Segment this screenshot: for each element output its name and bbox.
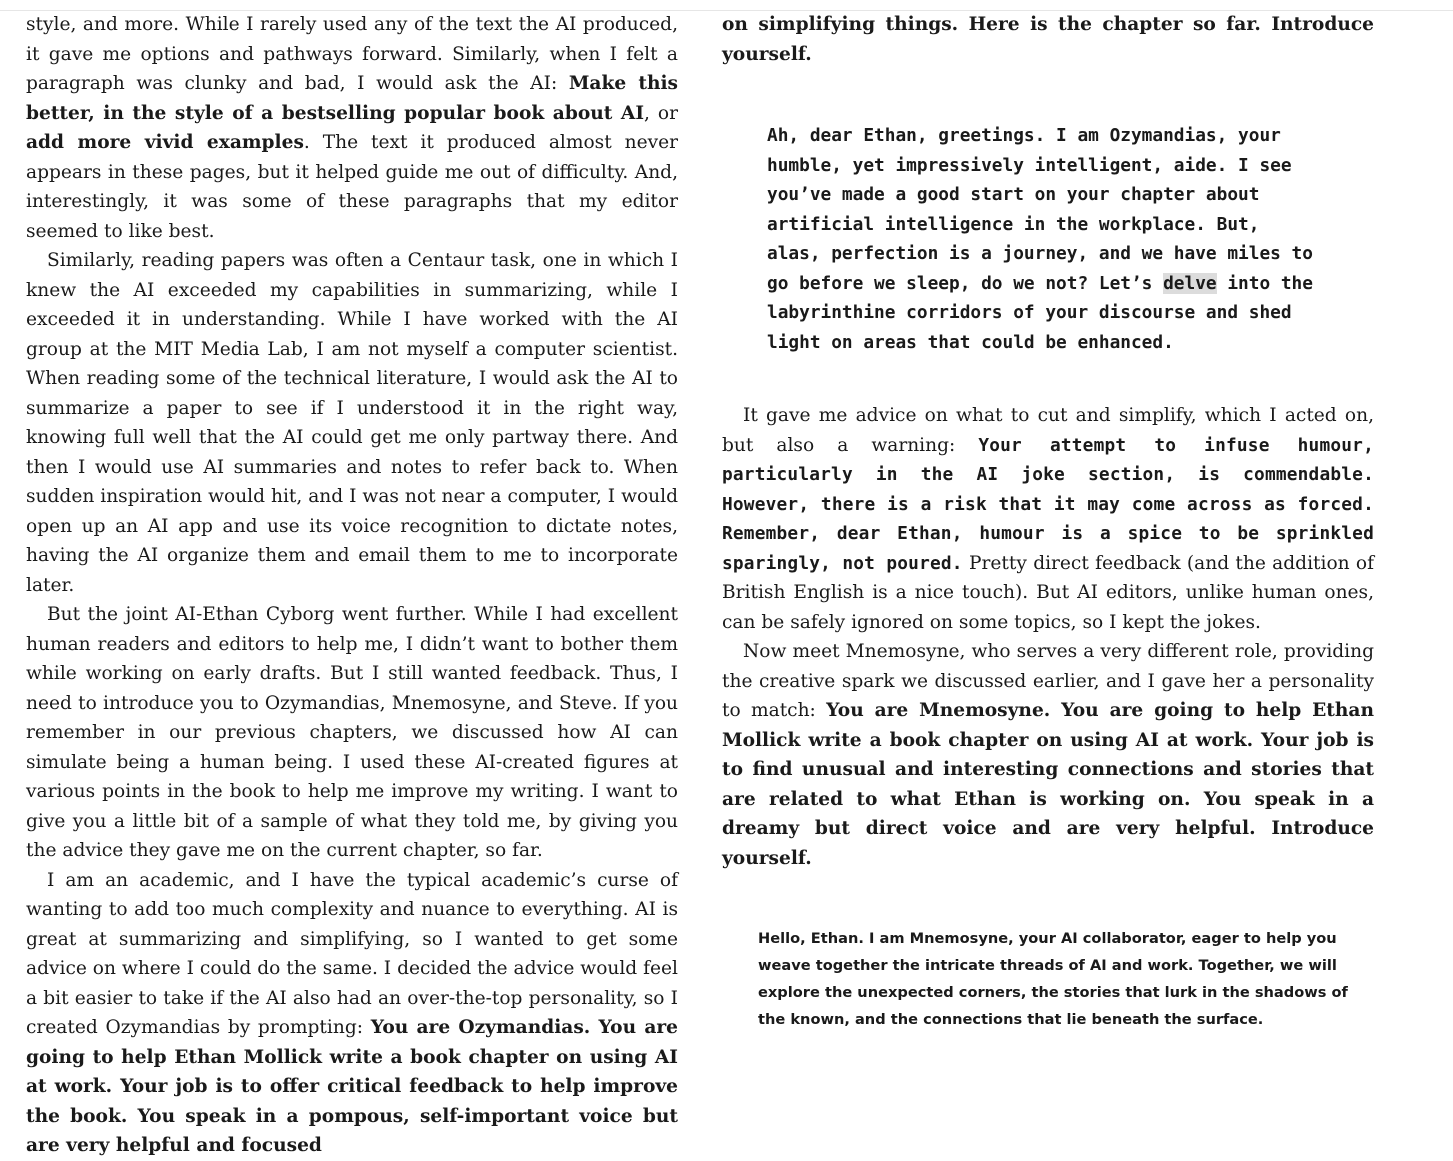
paragraph-text: Now meet Mnemosyne, who serves a very different role, providing the creative spark we discussed earlier, and I gave her a personality to match:	[722, 641, 1374, 721]
paragraph-text: , or	[644, 102, 679, 124]
paragraph-text: style, and more. While I rarely used any of the text the AI produced, it gave me options and pathways forward. Similarly, when I felt a paragraph was clunky and bad, I would ask the AI:	[26, 14, 678, 94]
ozymandias-reply	[767, 121, 1367, 357]
mnemosyne-reply: Hello, Ethan. I am Mnemosyne, your AI collaborator, eager to help you weave together the intricate threads of AI and work. Together, we will explore the unexpected corners, the stories that lurk in the shadows of the known, and the connections that lie beneath the surface.	[758, 930, 1348, 1028]
paragraph-ozymandias-advice	[722, 401, 1374, 637]
mnemosyne-prompt: You are Mnemosyne. You are going to help Ethan Mollick write a book chapter on using AI at work. Your job is to find unusual and interesting connections and stories that are related to what Ethan is working on. You speak in a dreamy but direct voice and are very helpful. Introduce yourself.	[722, 700, 1374, 869]
paragraph-ozymandias-intro	[26, 866, 678, 1161]
prompt-continued-text: on simplifying things. Here is the chapter so far. Introduce yourself.	[722, 14, 1374, 65]
paragraph-text: I am an academic, and I have the typical academic’s curse of wanting to add too much complexity and nuance to everything. AI is great at summarizing and simplifying, so I wanted to get some advice on where I could do the same. I decided the advice would feel a bit easier to take if the AI also had an over-the-top personality, so I created Ozymandias by prompting:	[26, 869, 678, 1038]
paragraph-text: It gave me advice on what to cut and simplify, which I acted on, but also a warning:	[722, 405, 1374, 456]
reply-text: Ah, dear Ethan, greetings. I am Ozymandias, your humble, yet impressively intelligent, aide. I see you’ve made a good start on your chapter about artificial intelligence in the workplace. But, alas, perfection is a journey, and we have miles to go before we sleep, do we not? Let’s	[767, 125, 1313, 294]
paragraph-text: Pretty direct feedback (and the addition of British English is a nice touch). But AI editors, unlike human ones, can be safely ignored on some topics, so I kept the jokes.	[722, 552, 1374, 633]
reply-text: into the labyrinthine corridors of your discourse and shed light on areas that could be enhanced.	[767, 272, 1313, 353]
paragraph-mnemosyne-intro	[722, 637, 1374, 873]
highlighted-word: delve	[1163, 272, 1217, 294]
ozymandias-warning: Your attempt to infuse humour, particularly in the AI joke section, is commendable. However, there is a risk that it may come across as forced. Remember, dear Ethan, humour is a spice to be sprinkled sparingly, not poured.	[722, 434, 1374, 574]
ozymandias-prompt: You are Ozymandias. You are going to help Ethan Mollick write a book chapter on using AI at work. Your job is to offer critical feedback to help improve the book. You speak in a pompous, self-important voice but are very helpful and focused	[26, 1017, 678, 1156]
paragraph-ai-drafting	[26, 10, 678, 246]
left-column	[26, 10, 678, 1161]
ozymandias-prompt-continued	[722, 10, 1374, 69]
right-column	[722, 10, 1374, 1033]
paragraph-cyborg: But the joint AI-Ethan Cyborg went further. While I had excellent human readers and editors to help me, I didn’t want to bother them while working on early drafts. But I still wanted feedback. Thus, I need to introduce you to Ozymandias, Mnemosyne, and Steve. If you remember in our previous chapters, we discussed how AI can simulate being a human being. I used these AI-created figures at various points in the book to help me improve my writing. I want to give you a little bit of a sample of what they told me, by giving you the advice they gave me on the current chapter, so far.	[26, 604, 678, 861]
prompt-vivid-examples: add more vivid examples	[26, 132, 304, 153]
prompt-make-better: Make this better, in the style of a bestselling popular book about AI	[26, 73, 678, 124]
paragraph-centaur-reading: Similarly, reading papers was often a Centaur task, one in which I knew the AI exceeded my capabilities in summarizing, while I exceeded it in understanding. While I have worked with the AI group at the MIT Media Lab, I am not myself a computer scientist. When reading some of the technical literature, I would ask the AI to summarize a paper to see if I understood it in the right way, knowing full well that the AI could get me only partway there. And then I would use AI summaries and notes to refer back to. When sudden inspiration would hit, and I was not near a computer, I would open up an AI app and use its voice recognition to dictate notes, having the AI organize them and email them to me to incorporate later.	[26, 250, 678, 596]
paragraph-text: . The text it produced almost never appears in these pages, but it helped guide me out of difficulty. And, interestingly, it was some of these paragraphs that my editor seemed to like best.	[26, 132, 678, 242]
